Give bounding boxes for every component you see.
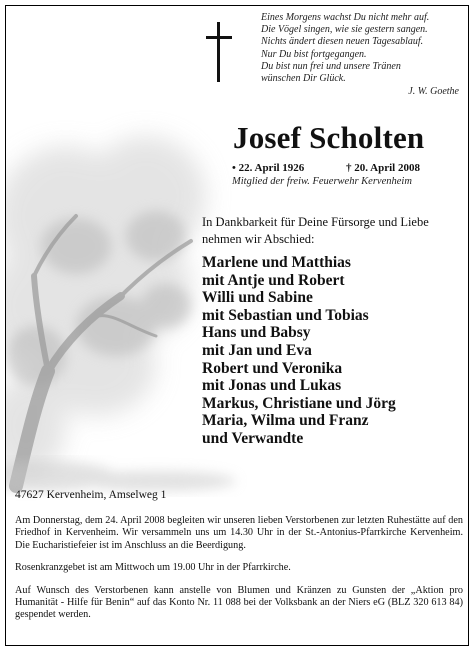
mourner-line: mit Sebastian und Tobias: [202, 306, 369, 324]
birth-date: • 22. April 1926: [232, 162, 305, 174]
poem-line: Du bist nun frei und unsere Tränen: [261, 60, 401, 72]
poem-line: Nur Du bist fortgegangen.: [261, 48, 367, 60]
membership-note: Mitglied der freiw. Feuerwehr Kervenheim: [232, 176, 412, 187]
thanks-line: nehmen wir Abschied:: [202, 232, 315, 246]
death-date: † 20. April 2008: [346, 162, 420, 174]
family-address: 47627 Kervenheim, Amselweg 1: [15, 489, 167, 501]
deceased-name: Josef Scholten: [233, 120, 425, 155]
poem: [261, 12, 461, 98]
mourner-line: Marlene und Matthias: [202, 254, 351, 271]
thanks-line: In Dankbarkeit für Deine Fürsorge und Liebe: [202, 215, 429, 229]
poem-line: wünschen Dir Glück.: [261, 73, 346, 85]
funeral-notices: [15, 515, 463, 632]
mourner-line: Willi und Sabine: [202, 289, 313, 307]
mourner-line: mit Antje und Robert: [202, 271, 345, 289]
mourner-line: Hans und Babsy: [202, 324, 311, 342]
obituary-notice: [5, 5, 469, 646]
mourner-line: mit Jonas und Lukas: [202, 377, 342, 395]
burial-notice: Am Donnerstag, dem 24. April 2008 begleiten wir unseren lieben Verstorbenen zur letzten Ruhestätte auf den Friedhof in Kervenheim. Wir versammeln uns um 14.30 Uhr in der St.-Antonius-Pfarrkirche Kervenheim. Die Eucharistiefeier ist im Anschluss an die Beerdigung.: [15, 515, 463, 551]
poem-line: Nichts ändert diesen neuen Tagesablauf.: [261, 36, 424, 48]
poem-line: Eines Morgens wachst Du nicht mehr auf.: [261, 12, 430, 23]
donation-notice: Auf Wunsch des Verstorbenen kann anstelle von Blumen und Kränzen zu Gunsten der „Aktion pro Humanität - Hilfe für Benin“ auf das Konto Nr. 11 088 bei der Volksbank an der Niers eG (BLZ 320 613 84) gespendet werden.: [15, 584, 463, 621]
mourner-line: und Verwandte: [202, 429, 304, 447]
poem-line: Die Vögel singen, wie sie gestern sangen.: [261, 24, 428, 36]
thanks-text: [202, 214, 429, 248]
mourner-line: mit Jan und Eva: [202, 341, 312, 359]
cross-icon: [206, 22, 232, 82]
mourner-line: Markus, Christiane und Jörg: [202, 394, 396, 412]
mourner-line: Maria, Wilma und Franz: [202, 412, 369, 430]
poem-author: J. W. Goethe: [408, 86, 459, 98]
mourners-list: [202, 254, 396, 448]
mourner-line: Robert und Veronika: [202, 359, 343, 377]
rosary-notice: Rosenkranzgebet ist am Mittwoch um 19.00 Uhr in der Pfarrkirche.: [15, 562, 291, 574]
life-dates: [232, 162, 420, 174]
